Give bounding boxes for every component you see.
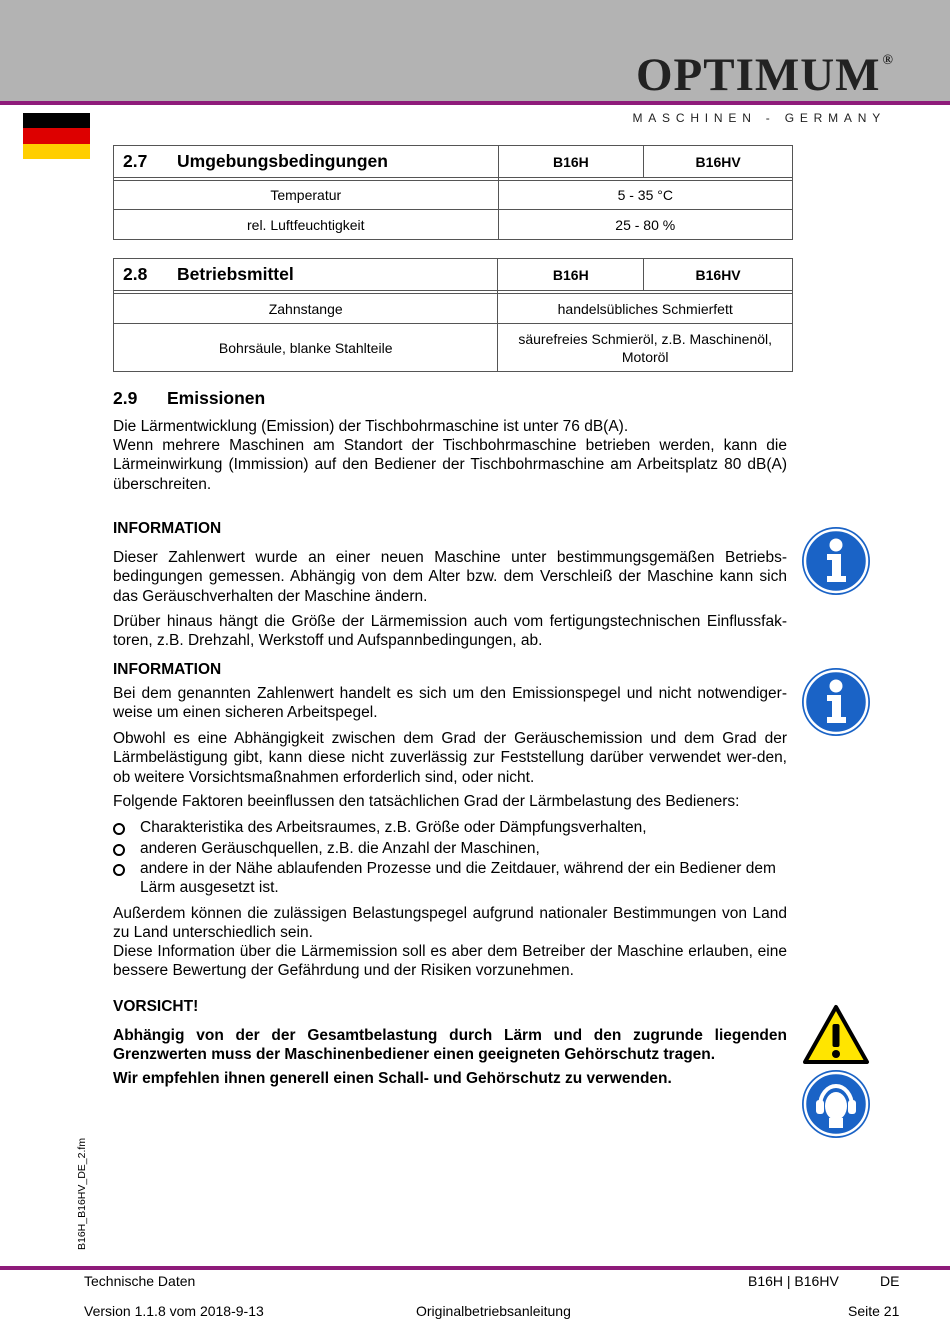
footer-language: DE — [880, 1273, 900, 1289]
footer-models: B16H | B16HV — [748, 1273, 839, 1289]
bullet-icon — [113, 864, 125, 876]
info-icon — [802, 668, 870, 736]
row-value: 5 - 35 °C — [498, 181, 792, 210]
column-header: B16HV — [644, 146, 793, 178]
ear-protection-icon — [802, 1070, 870, 1138]
column-header: B16HV — [644, 259, 793, 291]
bullet-icon — [113, 844, 125, 856]
footer-divider — [0, 1266, 950, 1270]
page-number: Seite 21 — [848, 1303, 900, 1319]
row-label: Bohrsäule, blanke Stahlteile — [114, 324, 498, 372]
row-value: handelsübliches Schmierfett — [498, 294, 793, 324]
side-filename: B16H_B16HV_DE_2.fm — [76, 1137, 88, 1250]
row-value: 25 - 80 % — [498, 210, 792, 240]
table-betriebsmittel — [113, 258, 793, 372]
caution-heading: VORSICHT! — [113, 998, 199, 1015]
footer-document: Originalbetriebsanleitung — [416, 1303, 571, 1319]
table-title: 2.7 Umgebungsbedingungen — [114, 146, 499, 178]
brand-subtitle: MASCHINEN - GERMANY — [632, 111, 886, 125]
row-label: Temperatur — [114, 181, 499, 210]
list-item: andere in der Nähe ablaufenden Prozesse und die Zeitdauer, während der ein Bediener dem Lärm ausgesetzt ist. — [113, 859, 787, 898]
paragraph: Bei dem genannten Zahlenwert handelt es sich um den Emissionspegel und nicht notwendiger-weise um einen sicheren Arbeitspegel. — [113, 685, 787, 722]
footer-version: Version 1.1.8 vom 2018-9-13 — [84, 1303, 264, 1319]
info-heading: INFORMATION — [113, 520, 222, 537]
german-flag-icon — [23, 113, 90, 159]
row-label: rel. Luftfeuchtigkeit — [114, 210, 499, 240]
row-value: säurefreies Schmieröl, z.B. Maschinenöl, Motoröl — [498, 324, 793, 372]
caution-paragraph: Wir empfehlen ihnen generell einen Schall- und Gehörschutz zu verwenden. — [113, 1070, 672, 1087]
info-heading: INFORMATION — [113, 661, 222, 678]
paragraph: Außerdem können die zulässigen Belastungspegel aufgrund nationaler Bestimmungen von Land zu Land unterschiedlich sein. — [113, 905, 787, 942]
table-title: 2.8 Betriebsmittel — [114, 259, 498, 291]
table-umgebungsbedingungen — [113, 145, 793, 240]
section-heading: 2.9 Emissionen — [113, 388, 266, 408]
bullet-icon — [113, 823, 125, 835]
warning-triangle-icon — [802, 1004, 870, 1071]
column-header: B16H — [498, 146, 644, 178]
paragraph: Folgende Faktoren beeinflussen den tatsächlichen Grad der Lärmbelastung des Bedieners: — [113, 793, 740, 810]
row-label: Zahnstange — [114, 294, 498, 324]
list-item: Charakteristika des Arbeitsraumes, z.B. Größe oder Dämpfungsverhalten, — [113, 818, 787, 837]
paragraph: Wenn mehrere Maschinen am Standort der Tischbohrmaschine betrieben werden, kann die Lärmeinwirkung (Immission) auf den Bediener der Tischbohrmaschine am Arbeitsplatz 80 dB(A) überschreiten. — [113, 437, 787, 493]
paragraph: Die Lärmentwicklung (Emission) der Tischbohrmaschine ist unter 76 dB(A). — [113, 418, 629, 435]
info-icon — [802, 527, 870, 595]
paragraph: Obwohl es eine Abhängigkeit zwischen dem Grad der Geräuschemission und dem Grad der Lärmbelästigung gibt, kann diese nicht zuverlässig zur Feststellung darüber verwendet wer-den, ob weitere Vorsichtsmaßnahmen erforderlich sind, oder nicht. — [113, 730, 787, 786]
paragraph: Diese Information über die Lärmemission soll es aber dem Betreiber der Maschine erlauben, eine bessere Bewertung der Gefährdung und der Risiken vorzunehmen. — [113, 943, 787, 980]
column-header: B16H — [498, 259, 644, 291]
header-divider — [0, 101, 950, 105]
footer-section: Technische Daten — [84, 1273, 196, 1289]
brand-logo: OPTIMUM ® — [635, 49, 894, 101]
caution-paragraph: Abhängig von der der Gesamtbelastung durch Lärm und den zugrunde liegenden Grenzwerten muss der Maschinenbediener einen geeigneten Gehörschutz tragen. — [113, 1027, 787, 1064]
paragraph: Dieser Zahlenwert wurde an einer neuen Maschine unter bestimmungsgemäßen Betriebs-bedingungen gemessen. Abhängig von dem Alter bzw. dem Verschleiß der Maschine kann sich das Geräuschverhalten der Maschine ändern. — [113, 549, 787, 605]
paragraph: Drüber hinaus hängt die Größe der Lärmemission auch vom fertigungstechnischen Einflussfak-toren, z.B. Drehzahl, Werkstoff und Aufspannbedingungen, ab. — [113, 613, 787, 650]
list-item: anderen Geräuschquellen, z.B. die Anzahl der Maschinen, — [113, 839, 787, 858]
